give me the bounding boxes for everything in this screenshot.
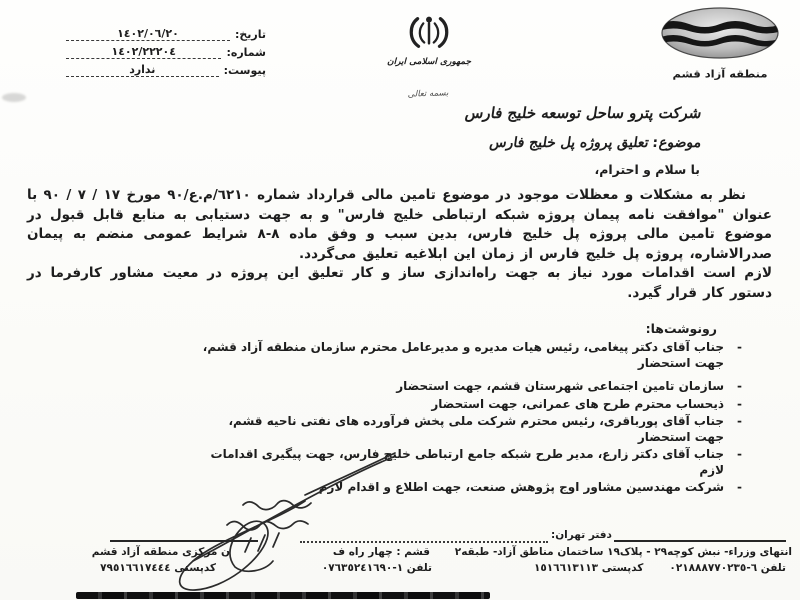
cc-bullet: - bbox=[737, 340, 742, 354]
qeshm-globe-icon bbox=[658, 5, 782, 61]
cc-item-text: ذیحساب محترم طرح های عمرانی، جهت استحضار bbox=[431, 396, 724, 411]
scan-smudge bbox=[2, 93, 26, 102]
body-paragraph-1: نظر به مشکلات و معظلات موجود در موضوع تامین مالی قرارداد شماره ٦٢١٠/م.ع/٩٠ مورخ ١٧ / ٧ / ٩٠ با عنوان "موافقت نامه پیمان پروژه شبکه ارتباطی خلیج فارس" و به جهت دستیابی به منابع قابل قبول در موضوع تامین مالی پروژه پل خلیج فارس، بدین سبب و وفق ماده ٨-٨ شرایط عمومی منضم به پیمان صدرالاشاره، پروژه پل خلیج فارس از زمان این ابلاغیه تعلیق می‌گردد. bbox=[27, 187, 772, 262]
letter-meta-block bbox=[66, 27, 266, 81]
tehran-phone: تلفن ٦-٠٢١٨٨٨٧٧٠٢٣٥ bbox=[669, 562, 786, 574]
qeshm-logo-block bbox=[653, 5, 787, 81]
cc-item-text: سازمان تامین اجتماعی شهرستان قشم، جهت استحضار bbox=[396, 379, 724, 393]
footer-divider-dotted bbox=[300, 541, 548, 543]
tehran-postal: کدپستی ١٥١٦٦١٣١١٣ bbox=[533, 562, 644, 574]
qeshm-logo-caption: منطقه آزاد قشم bbox=[672, 67, 768, 81]
subject-line: موضوع: تعلیق پروژه پل خلیج فارس bbox=[487, 135, 701, 151]
cc-bullet: - bbox=[737, 379, 742, 393]
besmele-note: بسمه تعالی bbox=[407, 88, 449, 100]
recipient-line: شرکت پترو ساحل توسعه خلیج فارس bbox=[462, 104, 701, 122]
attachment-value: ندارد bbox=[66, 63, 219, 77]
tehran-office-label: دفتر تهران: bbox=[551, 529, 612, 541]
central-building: ن مرکزی منطقه آزاد قشم bbox=[91, 546, 230, 558]
cc-bullet: - bbox=[737, 447, 742, 461]
cc-item-text: جناب آقای دکتر پیغامی، رئیس هیات مدیره و مدیرعامل محترم سازمان منطقه آزاد قشم، جهت استحضار bbox=[202, 340, 724, 370]
number-row bbox=[66, 45, 266, 59]
letter-body bbox=[27, 186, 772, 303]
qeshm-phone: تلفن ١-٠٧٦٣٥٢٤١٦٩٠ bbox=[321, 562, 432, 574]
iran-emblem-block bbox=[386, 12, 472, 67]
qeshm-address: قشم : چهار راه ف bbox=[332, 546, 430, 558]
cc-item bbox=[202, 414, 742, 445]
date-value: ١٤٠٢/٠٦/٢٠ bbox=[66, 27, 230, 41]
number-label: شماره: bbox=[226, 46, 266, 59]
cc-item-text: جناب آقای پورباقری، رئیس محترم شرکت ملی پخش فرآورده های نفتی ناحیه قشم، جهت استحضار bbox=[228, 414, 724, 444]
emblem-caption: جمهوری اسلامی ایران bbox=[386, 57, 472, 67]
cc-heading: رونوشت‌ها: bbox=[645, 321, 717, 336]
cc-item bbox=[202, 397, 742, 413]
cc-item-text: شرکت مهندسین مشاور اوج پژوهش صنعت، جهت اطلاع و اقدام لازم bbox=[318, 480, 724, 494]
tehran-address: انتهای وزراء- نبش کوچه٢٩ - پلاک١٩ ساختمان مناطق آزاد- طبقه٢ bbox=[454, 546, 792, 558]
cc-bullet: - bbox=[737, 414, 742, 428]
attachment-row bbox=[66, 63, 266, 77]
date-label: تاریخ: bbox=[234, 28, 266, 41]
number-value: ١٤٠٢/٢٢٢٠٤ bbox=[66, 45, 221, 59]
bottom-scan-artifact bbox=[76, 592, 490, 599]
cc-item bbox=[202, 340, 742, 371]
attachment-label: پیوست: bbox=[223, 64, 266, 77]
footer-divider-right bbox=[614, 540, 786, 542]
tehran-contacts bbox=[534, 562, 786, 574]
cc-item-text: جناب آقای دکتر زارع، مدیر طرح شبکه جامع ارتباطی خلیج فارس، جهت پیگیری اقدامات لازم bbox=[210, 447, 724, 477]
footer-divider-left bbox=[110, 540, 258, 542]
date-row bbox=[66, 27, 266, 41]
cc-bullet: - bbox=[737, 396, 742, 411]
iran-emblem-icon bbox=[405, 12, 453, 52]
cc-bullet: - bbox=[737, 480, 742, 494]
addressee-block bbox=[464, 104, 700, 177]
salutation-line: با سلام و احترام، bbox=[594, 162, 700, 177]
cc-item bbox=[202, 379, 742, 395]
body-paragraph-2: لازم است اقدامات مورد نیاز به جهت راه‌اندازی ساز و کار تعلیق این پروژه در معیت مشاور کارفرما در دستور کار قرار گیرد. bbox=[27, 265, 772, 301]
central-postal: کدپستی ٧٩٥١٦٦١٧٤٤٤ bbox=[100, 562, 216, 574]
